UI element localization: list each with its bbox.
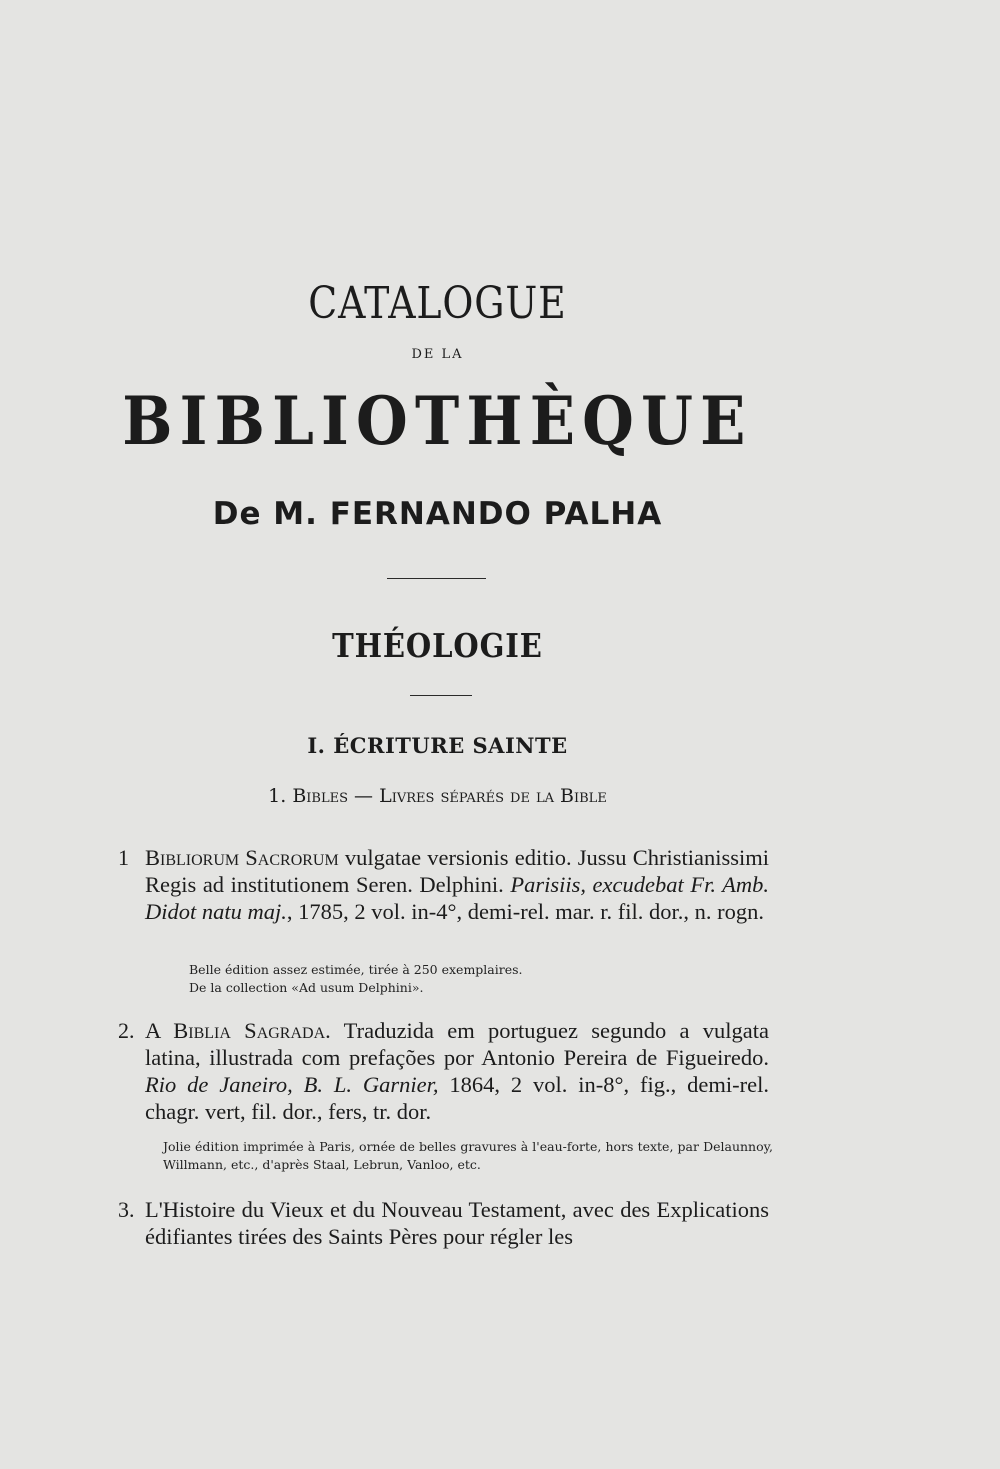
catalogue-entry — [118, 844, 769, 925]
note-line: De la collection «Ad usum Delphini». — [189, 980, 424, 995]
chapter-title: I. ÉCRITURE SAINTE — [307, 733, 568, 758]
subchapter-title: 1. Bibles — Livres séparés de la Bible — [268, 785, 607, 807]
entry-note — [189, 961, 749, 997]
entry-text: , 1785, 2 vol. in-4°, demi-rel. mar. r. fil. dor., n. rogn. — [286, 899, 764, 924]
section-title: THÉOLOGIE — [332, 626, 543, 665]
entry-number: 1 — [118, 845, 129, 870]
entry-title: A Biblia Sagrada. — [145, 1018, 331, 1043]
entry-note — [163, 1138, 773, 1174]
entry-title: Bibliorum Sacrorum — [145, 845, 339, 870]
owner-line: De M. FERNANDO PALHA — [212, 496, 663, 532]
catalogue-title: CATALOGUE — [308, 278, 567, 329]
de-la-line: DE LA — [411, 347, 464, 362]
entry-text: vulgatae versionis editio. Jussu Christianissimi Regis ad institutionem Seren. Delphini. — [145, 845, 769, 897]
divider-rule — [410, 695, 472, 696]
entry-imprint: Rio de Janeiro, B. L. Garnier, — [145, 1072, 439, 1097]
entry-text: 1864, 2 vol. in-8°, fig., demi-rel. chagr. vert, fil. dor., fers, tr. dor. — [145, 1072, 769, 1124]
divider-rule — [387, 578, 486, 579]
catalogue-entry — [118, 1196, 769, 1250]
note-line: Belle édition assez estimée, tirée à 250 exemplaires. — [189, 962, 523, 977]
entry-imprint: Parisiis, excudebat Fr. Amb. Didot natu maj. — [145, 872, 769, 924]
entry-text: Traduzida em portuguez segundo a vulgata latina, illustrada com prefações por Antonio Pereira de Figueiredo. — [145, 1018, 769, 1070]
entry-number: 2. — [118, 1018, 135, 1043]
entry-text: L'Histoire du Vieux et du Nouveau Testament, avec des Explications édifiantes tirées des Saints Pères pour régler les — [145, 1197, 769, 1249]
note-line: Jolie édition imprimée à Paris, ornée de belles gravures à l'eau-forte, hors texte, par Delaunnoy, Willmann, etc., d'après Staal, Lebrun, Vanloo, etc. — [163, 1139, 773, 1172]
catalogue-entry — [118, 1017, 769, 1125]
entry-number: 3. — [118, 1197, 135, 1222]
bibliotheque-title: BIBLIOTHÈQUE — [122, 382, 753, 460]
